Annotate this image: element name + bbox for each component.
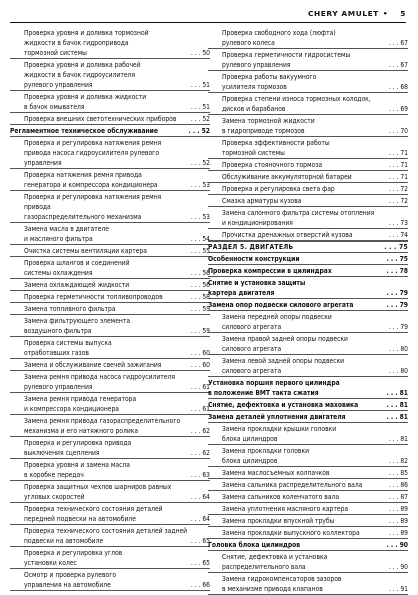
toc-heading-entry[interactable]: [10, 125, 210, 137]
toc-entry-page: . . . 59: [190, 327, 210, 335]
toc-entry-page: . . . 71: [388, 173, 408, 181]
running-header: [308, 9, 406, 18]
toc-entry-page: . . . 51: [190, 103, 210, 111]
toc-entry[interactable]: [10, 291, 210, 303]
toc-entry[interactable]: [10, 303, 210, 315]
toc-entry-title: Замена ремня привода генератора и компрессора кондиционера: [24, 395, 137, 413]
toc-entry[interactable]: [10, 169, 210, 191]
toc-entry-page: . . . 86: [388, 481, 408, 489]
toc-entry[interactable]: [10, 437, 210, 459]
toc-entry[interactable]: [10, 279, 210, 291]
toc-entry[interactable]: [208, 171, 408, 183]
toc-entry[interactable]: [208, 423, 408, 445]
toc-heading-entry[interactable]: [208, 265, 408, 277]
toc-right-column: [208, 27, 408, 595]
toc-entry[interactable]: [10, 91, 210, 113]
toc-entry-page: . . . 52: [190, 159, 210, 167]
toc-entry[interactable]: [208, 115, 408, 137]
toc-entry[interactable]: [208, 183, 408, 195]
toc-entry-title: Замена левой задней опоры подвески силового агрегата: [222, 357, 345, 375]
toc-heading-entry[interactable]: [208, 411, 408, 423]
toc-entry-page: . . . 69: [388, 105, 408, 113]
toc-entry[interactable]: [10, 371, 210, 393]
toc-entry[interactable]: [10, 257, 210, 279]
toc-heading-entry[interactable]: [208, 399, 408, 411]
toc-entry-title: Проверка и регулировка углов установки колес: [24, 549, 123, 567]
toc-entry[interactable]: [208, 207, 408, 229]
toc-entry-page: . . . 60: [190, 349, 210, 357]
toc-entry-title: Проверка стояночного тормоза: [222, 161, 323, 169]
toc-entry-title: Снятие и установка защиты картера двигателя: [208, 279, 306, 297]
toc-entry[interactable]: [10, 137, 210, 169]
header-rule: [10, 22, 406, 23]
toc-entry-page: . . . 62: [190, 427, 210, 435]
toc-entry[interactable]: [208, 491, 408, 503]
toc-section-heading[interactable]: [208, 241, 408, 253]
toc-entry-title: Замена гидрокомпенсаторов зазоров в механизме привода клапанов: [222, 575, 342, 593]
toc-entry-title: Замена масла в двигателе и масляного фильтра: [24, 225, 109, 243]
toc-entry-title: Замена опор подвески силового агрегата: [208, 301, 354, 309]
toc-entry[interactable]: [10, 191, 210, 223]
toc-entry-page: . . . 70: [388, 127, 408, 135]
toc-entry-title: Осмотр и проверка рулевого управления на автомобиле: [24, 571, 117, 589]
toc-entry-title: Проверка свободного хода (люфта) рулевого колеса: [222, 29, 336, 47]
toc-entry-title: Замена охлаждающей жидкости: [24, 281, 130, 289]
toc-entry-title: Проверка и регулировка привода выключения сцепления: [24, 439, 132, 457]
toc-entry[interactable]: [10, 503, 210, 525]
toc-entry-title: Головка блока цилиндров: [208, 541, 301, 549]
toc-entry-page: . . . 50: [190, 49, 210, 57]
toc-entry[interactable]: [10, 113, 210, 125]
toc-entry-title: Проверка компрессии в цилиндрах: [208, 267, 332, 275]
toc-entry-title: Замена деталей уплотнения двигателя: [208, 413, 346, 421]
toc-entry[interactable]: [10, 569, 210, 591]
toc-entry[interactable]: [208, 311, 408, 333]
toc-entry-title: Регламентное техническое обслуживание: [10, 127, 158, 135]
toc-entry-title: Установка поршня первого цилиндра в положение ВМТ такта сжатия: [208, 379, 340, 397]
toc-entry-title: Замена ремня привода насоса гидроусилителя рулевого управления: [24, 373, 175, 391]
toc-entry-title: Снятие, дефектовка и установка распределительного вала: [222, 553, 328, 571]
toc-entry-page: . . . 87: [388, 493, 408, 501]
toc-entry[interactable]: [10, 481, 210, 503]
toc-entry[interactable]: [208, 467, 408, 479]
toc-entry-page: . . . 56: [190, 281, 210, 289]
toc-entry-title: Проверка уровня и доливка жидкости в бачок омывателя: [24, 93, 147, 111]
toc-entry-title: Замена передней опоры подвески силового агрегата: [222, 313, 332, 331]
header-page-number: 5: [400, 9, 406, 18]
toc-entry-page: . . . 75: [386, 255, 408, 263]
toc-entry[interactable]: [208, 27, 408, 49]
toc-entry[interactable]: [10, 245, 210, 257]
toc-entry-page: . . . 52: [190, 115, 210, 123]
toc-entry-title: Замена сальника распределительного вала: [222, 481, 363, 489]
toc-heading-entry[interactable]: [208, 539, 408, 551]
toc-entry[interactable]: [10, 525, 210, 547]
toc-entry[interactable]: [10, 337, 210, 359]
toc-entry-page: . . . 89: [388, 505, 408, 513]
toc-entry-title: Проверка уровня и доливка тормозной жидкости в бачок гидропривода тормозной системы: [24, 29, 149, 57]
toc-entry[interactable]: [208, 445, 408, 467]
toc-entry-page: . . . 65: [190, 559, 210, 567]
toc-entry[interactable]: [208, 503, 408, 515]
toc-heading-entry[interactable]: [208, 253, 408, 265]
toc-entry-title: Замена топливного фильтра: [24, 305, 116, 313]
toc-entry-page: . . . 90: [388, 563, 408, 571]
toc-entry-page: . . . 81: [386, 389, 408, 397]
toc-entry-page: . . . 66: [190, 581, 210, 589]
toc-entry-page: . . . 73: [388, 219, 408, 227]
toc-entry-title: Обслуживание аккумуляторной батареи: [222, 173, 352, 181]
toc-entry-page: . . . 72: [388, 197, 408, 205]
header-brand: CHERY AMULET: [307, 9, 379, 18]
toc-entry-page: . . . 61: [190, 405, 210, 413]
toc-entry-page: . . . 63: [190, 471, 210, 479]
toc-heading-entry[interactable]: [208, 277, 408, 299]
toc-entry-page: . . . 90: [386, 541, 408, 549]
toc-entry[interactable]: [10, 547, 210, 569]
toc-entry-page: . . . 85: [388, 469, 408, 477]
toc-entry-title: Проверка шлангов и соединений системы охлаждения: [24, 259, 130, 277]
toc-entry[interactable]: [208, 527, 408, 539]
toc-entry-title: Проверка системы выпуска отработавших газов: [24, 339, 112, 357]
toc-entry-page: . . . 61: [190, 383, 210, 391]
toc-entry-title: Проверка эффективности работы тормозной системы: [222, 139, 330, 157]
toc-entry-title: Замена маслосъемных колпачков: [222, 469, 330, 477]
toc-entry-title: Замена прокладки впускной трубы: [222, 517, 335, 525]
toc-entry-page: . . . 79: [388, 323, 408, 331]
toc-entry-page: . . . 71: [388, 161, 408, 169]
toc-entry-page: . . . 53: [190, 181, 210, 189]
toc-entry-title: РАЗДЕЛ 5. ДВИГАТЕЛЬ: [208, 243, 294, 251]
toc-entry[interactable]: [208, 195, 408, 207]
toc-left-column: [10, 27, 210, 591]
toc-entry-page: . . . 55: [190, 247, 210, 255]
toc-entry-page: . . . 54: [190, 235, 210, 243]
toc-entry[interactable]: [208, 137, 408, 159]
toc-entry[interactable]: [208, 93, 408, 115]
toc-entry[interactable]: [208, 355, 408, 377]
toc-entry-page: . . . 64: [190, 515, 210, 523]
toc-heading-entry[interactable]: [208, 299, 408, 311]
toc-entry[interactable]: [10, 27, 210, 59]
toc-entry-page: . . . 89: [388, 517, 408, 525]
toc-entry-title: Проверка и регулировка натяжения ремня привода насоса гидроусилителя рулевого управления: [24, 139, 162, 167]
toc-entry[interactable]: [10, 59, 210, 91]
toc-entry[interactable]: [208, 71, 408, 93]
toc-entry-title: Замена уплотнения масляного картера: [222, 505, 349, 513]
toc-entry-title: Очистка системы вентиляции картера: [24, 247, 147, 255]
toc-entry-title: Замена правой задней опоры подвески силового агрегата: [222, 335, 348, 353]
toc-entry-page: . . . 67: [388, 39, 408, 47]
toc-entry[interactable]: [10, 393, 210, 415]
toc-entry-page: . . . 62: [190, 449, 210, 457]
toc-entry-page: . . . 81: [388, 435, 408, 443]
toc-entry-title: Замена прокладки выпускного коллектора: [222, 529, 360, 537]
toc-entry-title: Замена тормозной жидкости в гидроприводе тормозов: [222, 117, 315, 135]
toc-entry-title: Проверка внешних светотехнических приборов: [24, 115, 177, 123]
toc-entry-title: Проверка и регулировка света фар: [222, 185, 335, 193]
toc-entry-page: . . . 56: [190, 269, 210, 277]
toc-entry[interactable]: [10, 315, 210, 337]
toc-entry-title: Особенности конструкции: [208, 255, 300, 263]
toc-entry[interactable]: [208, 333, 408, 355]
toc-entry[interactable]: [208, 515, 408, 527]
toc-entry-page: . . . 89: [388, 529, 408, 537]
toc-entry-title: Проверка уровня и доливка рабочей жидкости в бачок гидроусилителя рулевого управления: [24, 61, 141, 89]
toc-entry-page: . . . 58: [190, 293, 210, 301]
toc-entry-title: Прочистка дренажных отверстий кузова: [222, 231, 353, 239]
toc-entry-page: . . . 81: [386, 413, 408, 421]
toc-entry-page: . . . 74: [388, 231, 408, 239]
toc-entry-page: . . . 52: [188, 127, 210, 135]
toc-entry-title: Замена и обслуживание свечей зажигания: [24, 361, 162, 369]
toc-entry-page: . . . 51: [190, 81, 210, 89]
toc-entry[interactable]: [208, 229, 408, 241]
toc-entry-page: . . . 60: [190, 361, 210, 369]
header-bullet: •: [382, 9, 389, 18]
toc-entry-page: . . . 75: [384, 243, 408, 251]
toc-entry[interactable]: [10, 359, 210, 371]
toc-entry-page: . . . 72: [388, 185, 408, 193]
toc-entry-title: Замена ремня привода газораспределительного механизма и его натяжного ролика: [24, 417, 181, 435]
toc-entry-page: . . . 71: [388, 149, 408, 157]
toc-entry-page: . . . 79: [386, 301, 408, 309]
toc-entry-page: . . . 64: [190, 493, 210, 501]
toc-entry-page: . . . 67: [388, 61, 408, 69]
toc-entry-title: Замена салонного фильтра системы отопления и кондиционирования: [222, 209, 375, 227]
toc-entry-title: Проверка герметичности топливопроводов: [24, 293, 163, 301]
toc-entry[interactable]: [10, 223, 210, 245]
toc-entry-title: Проверка технического состояния деталей задней подвески на автомобиле: [24, 527, 188, 545]
toc-entry-title: Снятие, дефектовка и установка маховика: [208, 401, 359, 409]
toc-entry-title: Проверка степени износа тормозных колодок, дисков и барабанов: [222, 95, 371, 113]
toc-entry[interactable]: [208, 573, 408, 595]
toc-entry[interactable]: [10, 415, 210, 437]
toc-entry-title: Проверка уровня и замена масла в коробке передач: [24, 461, 130, 479]
toc-entry-title: Проверка работы вакуумного усилителя тормозов: [222, 73, 317, 91]
toc-entry-title: Проверка герметичности гидросистемы рулевого управления: [222, 51, 351, 69]
toc-entry-page: . . . 68: [388, 83, 408, 91]
toc-entry[interactable]: [208, 159, 408, 171]
toc-entry[interactable]: [208, 49, 408, 71]
toc-entry-page: . . . 65: [190, 537, 210, 545]
toc-entry-title: Смазка арматуры кузова: [222, 197, 302, 205]
toc-entry-page: . . . 79: [386, 289, 408, 297]
toc-entry-page: . . . 53: [190, 213, 210, 221]
toc-entry-page: . . . 78: [386, 267, 408, 275]
toc-heading-entry[interactable]: [208, 377, 408, 399]
toc-entry-title: Проверка натяжения ремня привода генератора и компрессора кондиционера: [24, 171, 158, 189]
toc-entry-title: Проверка технического состояния деталей передней подвески на автомобиле: [24, 505, 163, 523]
toc-entry-title: Проверка защитных чехлов шарниров равных угловых скоростей: [24, 483, 172, 501]
toc-entry[interactable]: [10, 459, 210, 481]
toc-entry-page: . . . 80: [388, 345, 408, 353]
toc-entry-title: Замена сальников коленчатого вала: [222, 493, 340, 501]
toc-entry-title: Замена прокладки головки блока цилиндров: [222, 447, 309, 465]
toc-entry-page: . . . 82: [388, 457, 408, 465]
toc-entry[interactable]: [208, 479, 408, 491]
toc-entry-title: Замена прокладки крышки головки блока цилиндров: [222, 425, 337, 443]
toc-entry-page: . . . 81: [386, 401, 408, 409]
toc-entry-page: . . . 59: [190, 305, 210, 313]
toc-entry-title: Проверка и регулировка натяжения ремня привода газораспределительного механизма: [24, 193, 162, 221]
toc-entry-title: Замена фильтрующего элемента воздушного фильтра: [24, 317, 131, 335]
toc-entry-page: . . . 80: [388, 367, 408, 375]
toc-entry-page: . . . 91: [388, 585, 408, 593]
